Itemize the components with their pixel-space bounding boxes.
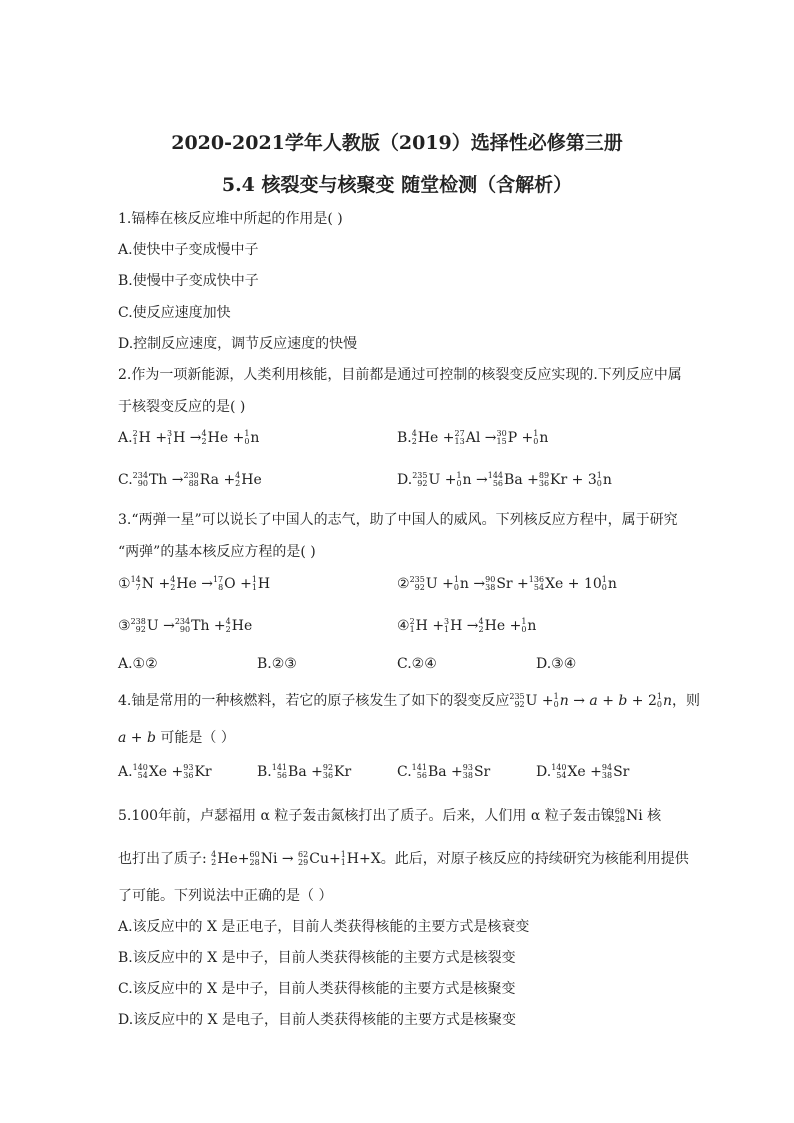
q5-stem-line-1: 5.100年前，卢瑟福用 α 粒子轰击氮核打出了质子。后来，人们用 α 粒子轰击镍 60 28 Ni 核 [118, 807, 662, 824]
q5-option-a: A.该反应中的 X 是正电子，目前人类获得核能的主要方式是核衰变 [118, 919, 530, 935]
q1-option-a: A.使快中子变成慢中子 [118, 242, 259, 258]
title-line-2: 5.4 核裂变与核聚变 随堂检测（含解析） [221, 174, 573, 196]
q1-option-d: D.控制反应速度，调节反应速度的快慢 [118, 336, 358, 352]
q3-stem-line-2: “两弹”的基本核反应方程的是( ) [118, 544, 316, 560]
q2-option-d: D. 235 92 U + 1 0 n → 144 56 Ba + 89 36 Kr + 3 1 0 n [397, 471, 612, 488]
q5-stem-line-2: 也打出了质子: 4 2 He+ 60 28 Ni → 62 29 Cu+ 1 1 H+X。此后，对原子核反应的持续研究为核能利用提供 [118, 850, 689, 867]
q5-stem-line-3: 了可能。下列说法中正确的是（ ） [118, 888, 333, 904]
q3-option-b: B.②③ [257, 656, 297, 672]
q2-stem-line-2: 于核裂变反应的是( ) [118, 399, 246, 415]
q5-option-d: D.该反应中的 X 是电子，目前人类获得核能的主要方式是核聚变 [118, 1012, 517, 1028]
q3-equation-4: ④ 2 1 H + 3 1 H → 4 2 He + 1 0 n [397, 617, 537, 634]
q2-stem-line-1: 2.作为一项新能源，人类利用核能，目前都是通过可控制的核裂变反应实现的.下列反应中属 [118, 367, 682, 383]
q4-option-d: D. 140 54 Xe + 94 38 Sr [536, 763, 630, 780]
q3-option-a: A.①② [118, 656, 158, 672]
q2-option-a: A. 2 1 H + 3 1 H → 4 2 He + 1 0 n [118, 429, 260, 446]
q3-equation-1: ① 14 7 N + 4 2 He → 17 8 O + 1 1 H [118, 575, 271, 592]
q3-equation-2: ② 235 92 U + 1 0 n → 90 38 Sr + 136 54 Xe + 10 1 0 n [397, 575, 617, 592]
q4-option-a: A. 140 54 Xe + 93 36 Kr [118, 763, 212, 780]
q1-option-c: C.使反应速度加快 [118, 305, 231, 321]
q4-option-b: B. 141 56 Ba + 92 36 Kr [257, 763, 352, 780]
q1-stem: 1.镉棒在核反应堆中所起的作用是( ) [118, 211, 343, 227]
q3-equation-3: ③ 238 92 U → 234 90 Th + 4 2 He [118, 617, 253, 634]
q5-option-b: B.该反应中的 X 是中子，目前人类获得核能的主要方式是核裂变 [118, 950, 516, 966]
title-line-1: 2020-2021学年人教版（2019）选择性必修第三册 [171, 132, 623, 154]
q1-option-b: B.使慢中子变成快中子 [118, 273, 259, 289]
q4-stem-line-2: a + b 可能是（ ） [118, 730, 235, 746]
q4-stem-line-1: 4.铀是常用的一种核燃料，若它的原子核发生了如下的裂变反应 235 92 U + 1 0 n → a + b + 2 1 0 n，则 [118, 692, 701, 709]
q3-stem-line-1: 3.“两弹一星”可以说长了中国人的志气，助了中国人的威风。下列核反应方程中，属于研究 [118, 512, 678, 528]
q3-option-c: C.②④ [397, 656, 437, 672]
q2-option-c: C. 234 90 Th → 230 88 Ra + 4 2 He [118, 471, 262, 488]
q2-option-b: B. 4 2 He + 27 13 Al → 30 15 P + 1 0 n [397, 429, 549, 446]
q4-option-c: C. 141 56 Ba + 93 38 Sr [397, 763, 491, 780]
q5-option-c: C.该反应中的 X 是中子，目前人类获得核能的主要方式是核聚变 [118, 981, 516, 997]
q3-option-d: D.③④ [536, 656, 577, 672]
